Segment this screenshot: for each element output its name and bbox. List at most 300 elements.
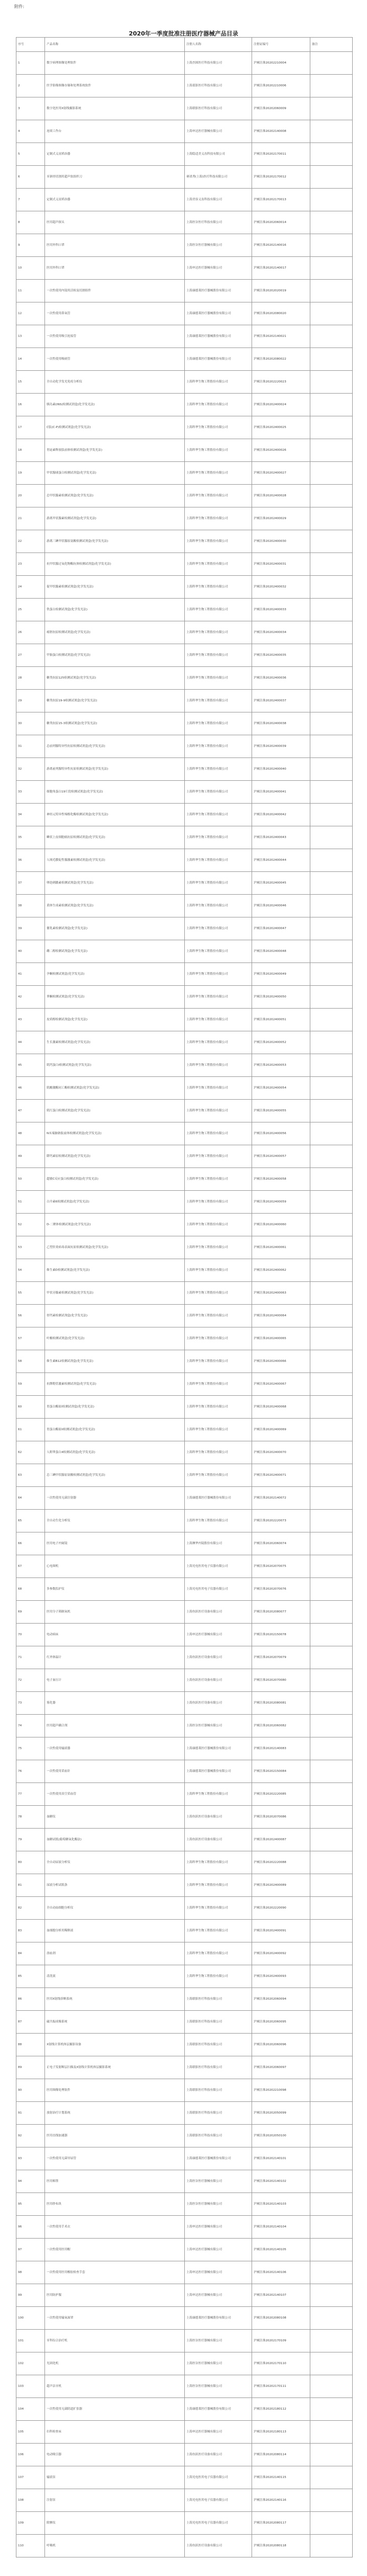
product-name: 放射治疗计划系统 [45,2102,185,2125]
registrant-name: 上海科华生物工程股份有限公司 [185,735,252,758]
registrant-name: 上海科华生物工程股份有限公司 [185,895,252,917]
table-row [16,1168,353,1191]
remarks [310,1783,353,1806]
remarks [310,1874,353,1897]
remarks [310,1305,353,1327]
registrant-name: 上海康德莱医疗器械股份有限公司 [185,280,252,302]
registrant-name: 上海康德莱医疗器械股份有限公司 [185,302,252,325]
certificate-number: 沪械注准20202080118 [252,2535,310,2557]
table-row [16,849,353,872]
certificate-number: 沪械注准20202400069 [252,1419,310,1441]
registrant-name: 上海科华生物工程股份有限公司 [185,1874,252,1897]
product-name: 血糖试纸(葡萄糖氧化酶法) [45,1829,185,1851]
registrant-name: 上海蓝影医疗科技有限公司 [185,75,252,97]
registrant-name: 上海联影医疗科技有限公司 [185,2102,252,2125]
registrant-name: 上海科华生物工程股份有限公司 [185,1077,252,1100]
registrant-name: 上海科华生物工程股份有限公司 [185,1305,252,1327]
product-name: 卵泡刺激素检测试剂盒(化学发光法) [45,872,185,895]
registrant-name: 上海科华生物工程股份有限公司 [185,1031,252,1054]
remarks [310,1965,353,1988]
certificate-number: 沪械注准20202080108 [252,2307,310,2330]
row-index: 104 [16,2398,45,2421]
table-row [16,348,353,371]
product-name: 一次性使用输液器 [45,1737,185,1760]
row-index: 25 [16,599,45,621]
remarks [310,1806,353,1829]
registrant-name: 上海科华生物工程股份有限公司 [185,1942,252,1965]
row-index: 34 [16,804,45,826]
row-index: 93 [16,2147,45,2170]
product-name: 数字化医用X射线摄影系统 [45,97,185,120]
registrant-name: 上海科华生物工程股份有限公司 [185,553,252,576]
table-row [16,2398,353,2421]
table-row [16,644,353,667]
remarks [310,1487,353,1510]
remarks [310,1396,353,1419]
remarks [310,735,353,758]
product-name: 超声洁牙机 [45,2375,185,2398]
product-name: 磁共振成像系统 [45,2011,185,2034]
registrant-name: 上海科华生物工程股份有限公司 [185,1009,252,1031]
table-row [16,507,353,530]
table-row [16,1806,353,1829]
registrant-name: 上海科华生物工程股份有限公司 [185,1920,252,1942]
remarks [310,1692,353,1715]
table-row [16,2011,353,2034]
remarks [310,2375,353,2398]
remarks [310,1555,353,1578]
row-index: 17 [16,416,45,439]
table-row [16,120,353,143]
row-index: 110 [16,2535,45,2557]
table-row [16,1419,353,1441]
row-index: 85 [16,1965,45,1988]
remarks [310,1715,353,1737]
table-row [16,2421,353,2444]
table-row [16,1624,353,1646]
row-index: 10 [16,257,45,280]
registrant-name: 上海康德莱医疗器械股份有限公司 [185,1737,252,1760]
certificate-number: 沪械注准20202210004 [252,52,310,75]
row-index: 66 [16,1532,45,1555]
registrant-name: 上海科华生物工程股份有限公司 [185,1191,252,1214]
registrant-name: 上海科华生物工程股份有限公司 [185,1350,252,1373]
table-row [16,2512,353,2535]
table-row [16,1259,353,1282]
certificate-number: 沪械注准20202400051 [252,1009,310,1031]
remarks [310,325,353,348]
certificate-number: 沪械注准20202060094 [252,1988,310,2011]
table-row [16,143,353,166]
registrant-name: 上海联影医疗科技有限公司 [185,1988,252,2011]
table-row [16,1350,353,1373]
table-row [16,2147,353,2170]
registrant-name: 上海申达医疗器械有限公司 [185,2216,252,2239]
remarks [310,1441,353,1464]
row-index: 41 [16,963,45,986]
registrant-name: 上海医谷医疗器械有限公司 [185,2193,252,2216]
table-row [16,1031,353,1054]
registrant-name: 赛诺秀(上海)医疗科技有限公司 [185,166,252,189]
remarks [310,234,353,257]
header-index: 序号 [16,38,45,52]
table-row [16,2170,353,2193]
certificate-number: 沪械注准20202070086 [252,1806,310,1829]
row-index: 40 [16,940,45,963]
remarks [310,2466,353,2489]
table-row [16,667,353,690]
certificate-number: 沪械注准20202400035 [252,644,310,667]
row-index: 64 [16,1487,45,1510]
product-name: 除颤仪 [45,2512,185,2535]
product-name: 维生素B12检测试剂盒(化学发光法) [45,1350,185,1373]
product-name: 甲状旁腺素检测试剂盒(化学发光法) [45,1282,185,1305]
registrant-name: 上海科华生物工程股份有限公司 [185,576,252,599]
table-row [16,1965,353,1988]
row-index: 108 [16,2489,45,2512]
product-name: 数字病理图像处理软件 [45,52,185,75]
row-index: 78 [16,1806,45,1829]
certificate-number: 沪械注准20202400065 [252,1327,310,1350]
remarks [310,895,353,917]
remarks [310,530,353,553]
attachment-label: 附件: [14,4,24,9]
table-row [16,1327,353,1350]
remarks [310,781,353,804]
product-name: 抗缪勒管激素检测试剂盒(化学发光法) [45,1373,185,1396]
table-row [16,257,353,280]
registrant-name: 上海光电医用电子仪器有限公司 [185,2489,252,2512]
product-name: 一次性使用真空采血管 [45,1783,185,1806]
row-index: 16 [16,394,45,416]
product-name: 溶血剂 [45,1942,185,1965]
table-row [16,1396,353,1419]
row-index: 39 [16,917,45,940]
table-row [16,1760,353,1783]
row-index: 4 [16,120,45,143]
product-name: 肌酸激酶同工酶检测试剂盒(化学发光法) [45,1077,185,1100]
row-index: 67 [16,1555,45,1578]
row-index: 77 [16,1783,45,1806]
registrant-name: 上海科华生物工程股份有限公司 [185,462,252,485]
registrant-name: 上海科华生物工程股份有限公司 [185,1259,252,1282]
product-name: 乙型肝炎病毒表面抗原检测试剂盒(化学发光法) [45,1236,185,1259]
certificate-number: 沪械注准20202170012 [252,166,310,189]
remarks [310,2170,353,2193]
product-name: 一次性使用手术衣 [45,2216,185,2239]
remarks [310,394,353,416]
row-index: 31 [16,735,45,758]
table-row [16,963,353,986]
product-name: 肌红蛋白检测试剂盒(化学发光法) [45,1100,185,1122]
remarks [310,75,353,97]
remarks [310,917,353,940]
row-index: 94 [16,2170,45,2193]
remarks [310,348,353,371]
product-name: 一次性使用吸痰管 [45,348,185,371]
certificate-number: 沪械注准20202400025 [252,416,310,439]
remarks [310,1737,353,1760]
table-row [16,1692,353,1715]
row-index: 83 [16,1920,45,1942]
row-index: 62 [16,1441,45,1464]
remarks [310,439,353,462]
row-index: 27 [16,644,45,667]
certificate-number: 沪械注准20202140021 [252,325,310,348]
remarks [310,1624,353,1646]
remarks [310,280,353,302]
certificate-number: 沪械注准20202060096 [252,2034,310,2056]
registrant-name: 上海科华生物工程股份有限公司 [185,621,252,644]
row-index: 88 [16,2034,45,2056]
certificate-number: 沪械注准20202400068 [252,1396,310,1419]
table-row [16,986,353,1009]
remarks [310,644,353,667]
product-name: 输液泵 [45,2466,185,2489]
table-row [16,1646,353,1669]
product-name: 光固化机 [45,2352,185,2375]
remarks [310,1942,353,1965]
table-body [16,52,353,2557]
product-name: 一次性使用吸引连接管 [45,325,185,348]
remarks [310,2307,353,2330]
remarks [310,2147,353,2170]
registrant-name: 上海康德莱医疗器械股份有限公司 [185,1760,252,1783]
remarks [310,2079,353,2102]
certificate-number: 沪械注准20202400054 [252,1077,310,1100]
row-index: 11 [16,280,45,302]
registrant-name: 上海申达医疗器械有限公司 [185,2284,252,2307]
table-header-row [16,38,353,52]
row-index: 86 [16,1988,45,2011]
remarks [310,1350,353,1373]
certificate-number: 沪械注准20202140115 [252,2466,310,2489]
product-name: 一次性使用无菌阴道扩张器 [45,2398,185,2421]
table-row [16,1282,353,1305]
certificate-number: 沪械注准20202400067 [252,1373,310,1396]
row-index: 91 [16,2102,45,2125]
row-index: 21 [16,507,45,530]
row-index: 97 [16,2239,45,2261]
product-name: 促甲状腺素检测试剂盒(化学发光法) [45,576,185,599]
certificate-number: 沪械注准20202400066 [252,1350,310,1373]
registrant-name: 上海光电医用电子仪器有限公司 [185,2512,252,2535]
row-index: 3 [16,97,45,120]
registrant-name: 上海科华生物工程股份有限公司 [185,1373,252,1396]
remarks [310,1897,353,1920]
table-row [16,1510,353,1532]
remarks [310,1419,353,1441]
certificate-number: 沪械注准20202400092 [252,1942,310,1965]
registrant-name: 上海科华生物工程股份有限公司 [185,872,252,895]
registrant-name: 上海科华生物工程股份有限公司 [185,917,252,940]
row-index: 49 [16,1145,45,1168]
certificate-number: 沪械注准20202080077 [252,1601,310,1624]
table-row [16,1100,353,1122]
registrant-name: 上海科华生物工程股份有限公司 [185,940,252,963]
certificate-number: 沪械注准20202020019 [252,280,310,302]
row-index: 92 [16,2125,45,2147]
remarks [310,872,353,895]
registrant-name: 上海康德莱医疗器械股份有限公司 [185,2307,252,2330]
product-name: 催乳素检测试剂盒(化学发光法) [45,917,185,940]
row-index: 51 [16,1191,45,1214]
certificate-number: 沪械注准20202400087 [252,1829,310,1851]
row-index: 79 [16,1829,45,1851]
certificate-number: 沪械注准20202400036 [252,667,310,690]
row-index: 1 [16,52,45,75]
row-index: 8 [16,211,45,234]
product-name: 游离甲状腺素检测试剂盒(化学发光法) [45,507,185,530]
product-name: 医用棉签 [45,2170,185,2193]
table-row [16,1191,353,1214]
product-name: 一次性使用采血针 [45,1760,185,1783]
row-index: 36 [16,849,45,872]
table-row [16,1715,353,1737]
table-row [16,1214,353,1236]
remarks [310,849,353,872]
certificate-number: 沪械注准20202080020 [252,302,310,325]
remarks [310,2216,353,2239]
product-name: 胃蛋白酶原I检测试剂盒(化学发光法) [45,1396,185,1419]
product-name: 全自动化学发光免疫分析仪 [45,371,185,394]
registrant-name: 上海科华生物工程股份有限公司 [185,1851,252,1874]
product-name: 糖类抗原125检测试剂盒(化学发光法) [45,667,185,690]
product-name: 细胞角蛋白19片段检测试剂盒(化学发光法) [45,781,185,804]
remarks [310,576,353,599]
row-index: 103 [16,2375,45,2398]
row-index: 81 [16,1874,45,1897]
product-name: 尿液分析试纸条 [45,1874,185,1897]
remarks [310,1031,353,1054]
certificate-number: 沪械注准20202150084 [252,1760,310,1783]
registrant-name: 上海科华生物工程股份有限公司 [185,507,252,530]
remarks [310,2239,353,2261]
row-index: 54 [16,1259,45,1282]
registrant-name: 上海科华生物工程股份有限公司 [185,1965,252,1988]
certificate-number: 沪械注准20202180112 [252,2398,310,2421]
certificate-number: 沪械注准20202080022 [252,348,310,371]
remarks [310,1236,353,1259]
product-name: 医用外科口罩 [45,257,185,280]
row-index: 55 [16,1282,45,1305]
product-name: 牙颌骨切割用超声软组织刀 [45,166,185,189]
product-name: C肽(C-P)检测试剂盒(化学发光法) [45,416,185,439]
table-row [16,2193,353,2216]
remarks [310,1646,353,1669]
registrant-name: 上海鱼跃医疗设备有限公司 [185,2535,252,2557]
product-name: 电子血压计 [45,1669,185,1692]
remarks [310,986,353,1009]
product-name: 一次性使用无菌注射器 [45,1487,185,1510]
product-name: 糖类抗原15-3检测试剂盒(化学发光法) [45,712,185,735]
row-index: 37 [16,872,45,895]
registrant-name: 上海康德莱医疗器械股份有限公司 [185,2398,252,2421]
certificate-number: 沪械注准20202400053 [252,1054,310,1077]
product-name: 雾化器 [45,1692,185,1715]
registrant-name: 上海科华生物工程股份有限公司 [185,667,252,690]
row-index: 68 [16,1578,45,1601]
remarks [310,553,353,576]
table-row [16,394,353,416]
registrant-name: 上海科华生物工程股份有限公司 [185,963,252,986]
table-row [16,1305,353,1327]
certificate-number: 沪械注准20202400028 [252,485,310,507]
product-name: 医用纱布块 [45,2193,185,2216]
product-name: N末端脑钠肽前体检测试剂盒(化学发光法) [45,1122,185,1145]
registrant-name: 上海光电医用电子仪器有限公司 [185,1578,252,1601]
remarks [310,1077,353,1100]
certificate-number: 沪械注准20202060097 [252,2056,310,2079]
registrant-name: 上海科华生物工程股份有限公司 [185,758,252,781]
registrant-name: 上海隐适美义齿科技有限公司 [185,143,252,166]
table-row [16,781,353,804]
row-index: 60 [16,1396,45,1419]
registrant-name: 上海光电医用电子仪器有限公司 [185,1555,252,1578]
product-name: 医用分子筛制氧机 [45,1601,185,1624]
row-index: 19 [16,462,45,485]
table-row [16,2489,353,2512]
product-name: 牙科综合治疗机 [45,2330,185,2352]
registrant-name: 上海申达医疗器械有限公司 [185,2421,252,2444]
certificate-number: 沪械注准20202140107 [252,2284,310,2307]
certificate-number: 沪械注准20202060082 [252,1715,310,1737]
row-index: 26 [16,621,45,644]
table-row [16,97,353,120]
table-row [16,1077,353,1100]
certificate-number: 沪械注准20202220073 [252,1510,310,1532]
certificate-number: 沪械注准20202400063 [252,1282,310,1305]
table-row [16,1669,353,1692]
remarks [310,2444,353,2466]
table-row [16,895,353,917]
registrant-name: 上海鱼跃医疗设备有限公司 [185,1646,252,1669]
remarks [310,211,353,234]
row-index: 5 [16,143,45,166]
product-name: 神经元特异性烯醇化酶检测试剂盒(化学发光法) [45,804,185,826]
remarks [310,1373,353,1396]
remarks [310,371,353,394]
registrant-name: 上海美容义齿科技有限公司 [185,189,252,211]
certificate-number: 沪械注准20202400024 [252,394,310,416]
product-name: 总前列腺特异性抗原检测试剂盒(化学发光法) [45,735,185,758]
document-title: 2020年一季度批准注册医疗器械产品目录 [129,30,238,37]
product-name: 肌钙蛋白I检测试剂盒(化学发光法) [45,1054,185,1077]
table-row [16,917,353,940]
registrant-name: 上海医谷医疗器械有限公司 [185,2352,252,2375]
product-name: 糖类抗原19-9检测试剂盒(化学发光法) [45,690,185,712]
row-index: 35 [16,826,45,849]
product-name: 全自动血细胞分析仪 [45,1897,185,1920]
registrant-name: 上海鱼跃医疗设备有限公司 [185,1829,252,1851]
registrant-name: 上海鱼跃医疗设备有限公司 [185,1692,252,1715]
row-index: 38 [16,895,45,917]
registrant-name: 上海科华生物工程股份有限公司 [185,1510,252,1532]
certificate-number: 沪械注准20202400061 [252,1236,310,1259]
row-index: 100 [16,2307,45,2330]
certificate-number: 沪械注准20202400071 [252,1464,310,1487]
product-name: 孕酮检测试剂盒(化学发光法) [45,963,185,986]
certificate-number: 沪械注准20202140008 [252,120,310,143]
table-row [16,735,353,758]
product-name: 电动病床 [45,1624,185,1646]
registrant-name: 上海医谷医疗器械有限公司 [185,1715,252,1737]
certificate-number: 沪械注准20202400033 [252,599,310,621]
certificate-number: 沪械注准20202400039 [252,735,310,758]
product-name: 癌胚抗原检测试剂盒(化学发光法) [45,621,185,644]
registrant-name: 上海科华生物工程股份有限公司 [185,371,252,394]
row-index: 71 [16,1646,45,1669]
